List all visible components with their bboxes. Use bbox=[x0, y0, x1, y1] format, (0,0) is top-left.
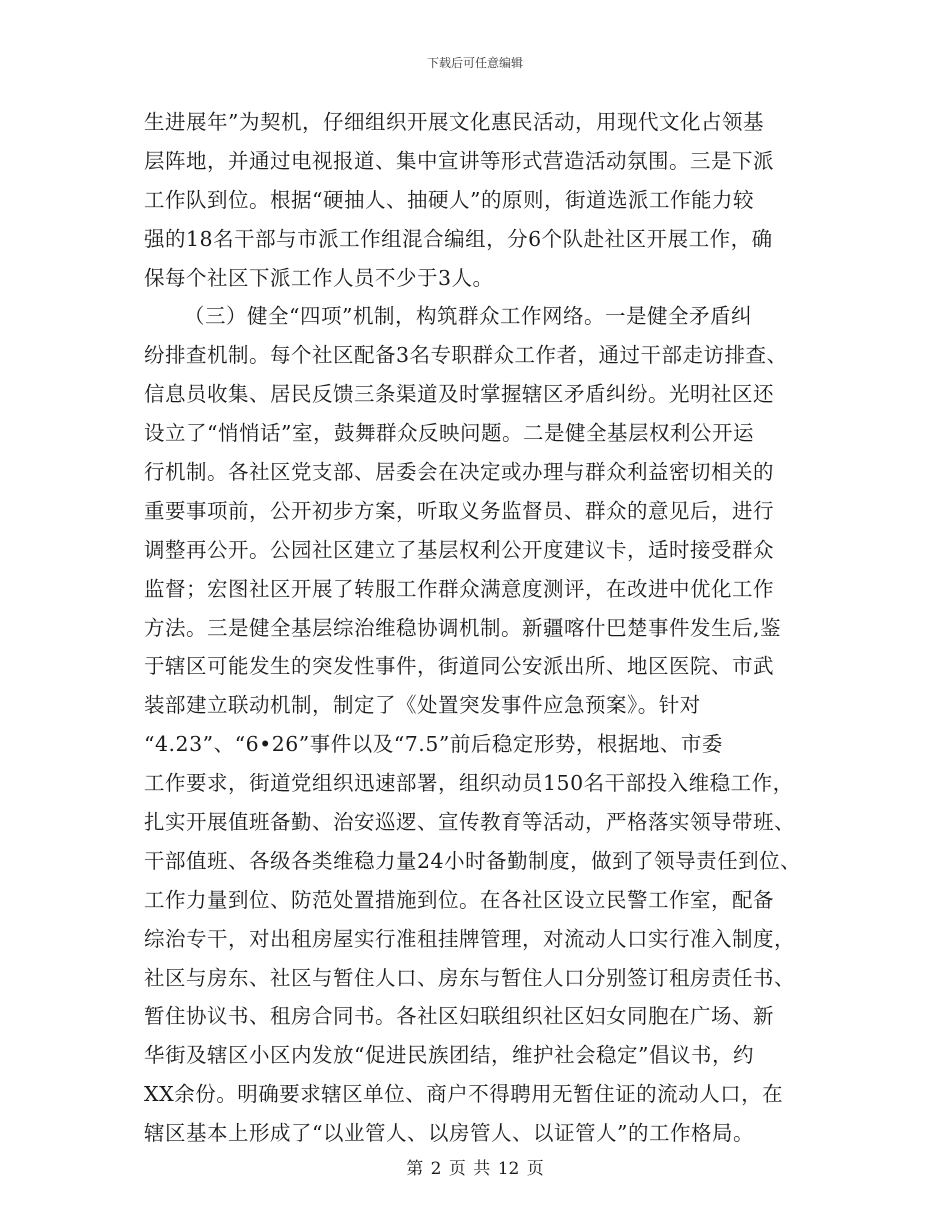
body-line: 监督；宏图社区开展了转服工作群众满意度测评，在改进中优化工作 bbox=[144, 576, 774, 601]
body-line: 华街及辖区小区内发放“促进民族团结，维护社会稳定”倡议书，约 bbox=[144, 1043, 754, 1068]
body-line: 纷排查机制。每个社区配备3名专职群众工作者，通过干部走访排查、 bbox=[144, 343, 788, 368]
body-line: 装部建立联动机制，制定了《处置突发事件应急预案》。针对 bbox=[144, 693, 701, 718]
body-line: 层阵地，并通过电视报道、集中宣讲等形式营造活动氛围。三是下派 bbox=[144, 148, 774, 173]
body-line: “4.23”、“6•26”事件以及“7.5”前后稳定形势，根据地、市委 bbox=[144, 732, 723, 757]
body-line: 社区与房东、社区与暂住人口、房东与暂住人口分别签订租房责任书、 bbox=[144, 965, 795, 990]
body-line: 设立了“悄悄话”室，鼓舞群众反映问题。二是健全基层权利公开运 bbox=[144, 421, 754, 446]
body-line: 重要事项前，公开初步方案，听取义务监督员、群众的意见后，进行 bbox=[144, 498, 774, 523]
body-line: 保每个社区下派工作人员不少于3人。 bbox=[144, 265, 494, 290]
body-line: 扎实开展值班备勤、治安巡逻、宣传教育等活动，严格落实领导带班、 bbox=[144, 810, 795, 835]
body-line: 辖区基本上形成了“以业管人、以房管人、以证管人”的工作格局。 bbox=[144, 1121, 754, 1146]
body-line: 暂住协议书、租房合同书。各社区妇联组织社区妇女同胞在广场、新 bbox=[144, 1004, 774, 1029]
body-line: 工作力量到位、防范处置措施到位。在各社区设立民警工作室，配备 bbox=[144, 887, 774, 912]
body-line: 强的18名干部与市派工作组混合编组，分6个队赴社区开展工作，确 bbox=[144, 226, 773, 251]
page-header: 下载后可任意编辑 bbox=[426, 56, 523, 70]
body-line: 工作队到位。根据“硬抽人、抽硬人”的原则，街道选派工作能力较 bbox=[144, 187, 754, 212]
section-heading-line: （三）健全“四项”机制，构筑群众工作网络。一是健全矛盾纠 bbox=[184, 304, 752, 329]
body-line: 工作要求，街道党组织迅速部署，组织动员150名干部投入维稳工作， bbox=[144, 771, 794, 796]
body-line: 方法。三是健全基层综治维稳协调机制。新疆喀什巴楚事件发生后,鉴 bbox=[144, 615, 782, 640]
body-line: 生进展年”为契机，仔细组织开展文化惠民活动，用现代文化占领基 bbox=[144, 110, 764, 134]
body-line: 干部值班、各级各类维稳力量24小时备勤制度，做到了领导责任到位、 bbox=[144, 848, 802, 873]
body-line: 行机制。各社区党支部、居委会在决定或办理与群众利益密切相关的 bbox=[144, 460, 774, 485]
body-line: 调整再公开。公园社区建立了基层权利公开度建议卡，适时接受群众 bbox=[144, 537, 774, 562]
page-number: 第 2 页 共 12 页 bbox=[406, 1159, 544, 1179]
body-line: 于辖区可能发生的突发性事件，街道同公安派出所、地区医院、市武 bbox=[144, 654, 774, 679]
document-body bbox=[144, 103, 804, 1153]
body-line: XX余份。明确要求辖区单位、商户不得聘用无暂住证的流动人口，在 bbox=[144, 1082, 784, 1107]
body-line: 信息员收集、居民反馈三条渠道及时掌握辖区矛盾纠纷。光明社区还 bbox=[144, 382, 774, 407]
body-line: 综治专干，对出租房屋实行准租挂牌管理，对流动人口实行准入制度， bbox=[144, 926, 795, 951]
